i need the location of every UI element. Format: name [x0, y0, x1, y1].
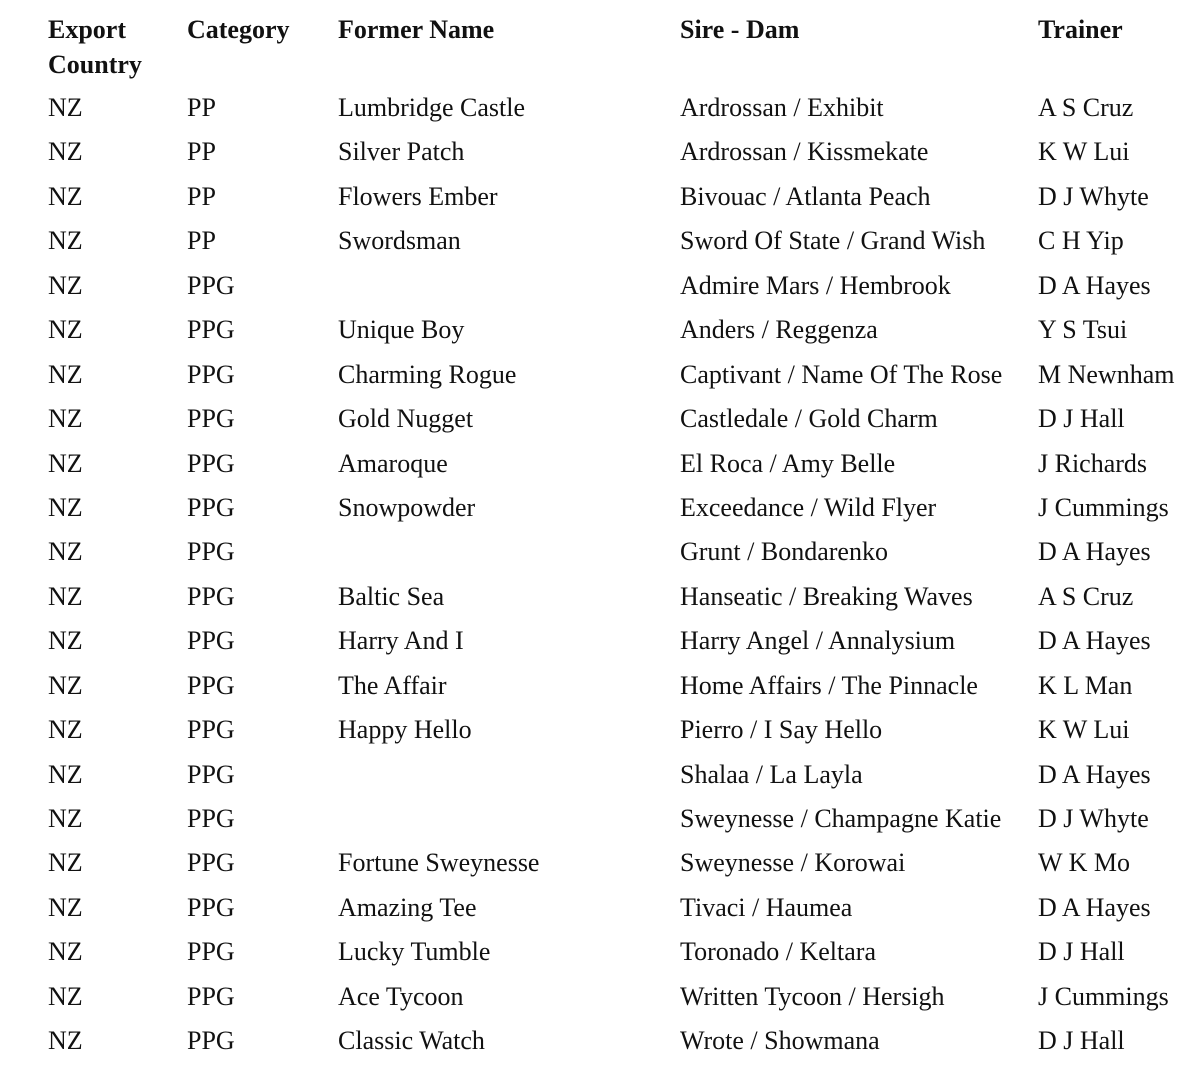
cell-category: PPG	[187, 892, 235, 922]
cell-sire-dam: Ardrossan / Exhibit	[680, 93, 884, 122]
cell-category: PPG	[187, 1026, 235, 1056]
cell-trainer: J Cummings	[1038, 492, 1169, 522]
cell-trainer: D A Hayes	[1038, 270, 1151, 300]
table-row	[0, 708, 1200, 752]
cell-trainer: M Newnham	[1038, 359, 1175, 389]
table-row	[0, 530, 1200, 574]
table-row	[0, 486, 1200, 530]
cell-sire-dam: Pierro / I Say Hello	[680, 715, 883, 745]
cell-former-name: Amaroque	[338, 448, 448, 478]
table-row	[0, 886, 1200, 930]
cell-sire-dam: Grunt / Bondarenko	[680, 537, 888, 567]
cell-export-country: NZ	[48, 670, 83, 700]
cell-sire-dam: Harry Angel / Annalysium	[680, 626, 956, 656]
cell-former-name: Charming Rogue	[338, 359, 517, 389]
table-row	[0, 86, 1200, 130]
cell-export-country: NZ	[48, 226, 83, 256]
cell-sire-dam: Wrote / Showmana	[680, 1026, 880, 1056]
cell-trainer: A S Cruz	[1038, 581, 1134, 611]
cell-trainer: D J Hall	[1038, 1026, 1125, 1056]
table-body	[0, 86, 1200, 1064]
cell-export-country: NZ	[48, 981, 83, 1011]
header-export-country: Export Country	[48, 15, 142, 79]
cell-sire-dam: Anders / Reggenza	[680, 315, 878, 345]
cell-trainer: D A Hayes	[1038, 759, 1151, 789]
cell-former-name: Lucky Tumble	[338, 937, 491, 967]
cell-former-name: Silver Patch	[338, 137, 465, 167]
cell-sire-dam: Written Tycoon / Hersigh	[680, 981, 945, 1011]
cell-export-country: NZ	[48, 804, 83, 833]
cell-sire-dam: Ardrossan / Kissmekate	[680, 137, 929, 167]
cell-trainer: C H Yip	[1038, 226, 1124, 256]
cell-category: PP	[187, 226, 216, 256]
cell-sire-dam: Home Affairs / The Pinnacle	[680, 670, 978, 700]
cell-export-country: NZ	[48, 937, 83, 967]
cell-category: PPG	[187, 492, 235, 522]
cell-export-country: NZ	[48, 270, 83, 300]
cell-sire-dam: El Roca / Amy Belle	[680, 448, 896, 478]
cell-trainer: Y S Tsui	[1038, 315, 1128, 345]
cell-category: PPG	[187, 537, 235, 567]
cell-category: PPG	[187, 937, 235, 967]
cell-export-country: NZ	[48, 181, 83, 211]
cell-export-country: NZ	[48, 715, 83, 745]
table-row	[0, 1019, 1200, 1063]
cell-export-country: NZ	[48, 626, 83, 656]
cell-former-name: Ace Tycoon	[338, 981, 464, 1011]
cell-trainer: D A Hayes	[1038, 537, 1151, 567]
header-trainer: Trainer	[1038, 15, 1123, 44]
cell-trainer: K L Man	[1038, 670, 1133, 700]
header-former-name: Former Name	[338, 15, 495, 44]
cell-export-country: NZ	[48, 892, 83, 922]
table-row	[0, 219, 1200, 263]
cell-export-country: NZ	[48, 492, 83, 522]
table-row	[0, 930, 1200, 974]
cell-sire-dam: Sweynesse / Champagne Katie	[680, 804, 1002, 833]
cell-sire-dam: Exceedance / Wild Flyer	[680, 492, 937, 522]
cell-sire-dam: Toronado / Keltara	[680, 937, 876, 967]
table-row	[0, 841, 1200, 885]
table-row	[0, 130, 1200, 174]
cell-former-name: Swordsman	[338, 226, 461, 256]
cell-trainer: J Cummings	[1038, 981, 1169, 1011]
cell-former-name: Harry And I	[338, 626, 464, 656]
cell-former-name: Snowpowder	[338, 492, 476, 522]
cell-export-country: NZ	[48, 137, 83, 167]
cell-category: PPG	[187, 315, 235, 345]
cell-trainer: D J Hall	[1038, 937, 1125, 967]
cell-export-country: NZ	[48, 448, 83, 478]
cell-sire-dam: Captivant / Name Of The Rose	[680, 359, 1003, 389]
cell-trainer: A S Cruz	[1038, 93, 1134, 122]
cell-category: PPG	[187, 359, 235, 389]
cell-trainer: D J Whyte	[1038, 804, 1149, 833]
cell-export-country: NZ	[48, 359, 83, 389]
table-row	[0, 397, 1200, 441]
cell-export-country: NZ	[48, 404, 83, 434]
cell-former-name: Unique Boy	[338, 315, 465, 345]
cell-category: PPG	[187, 404, 235, 434]
cell-former-name: Happy Hello	[338, 715, 472, 745]
cell-category: PPG	[187, 670, 235, 700]
cell-category: PPG	[187, 270, 235, 300]
cell-sire-dam: Hanseatic / Breaking Waves	[680, 581, 973, 611]
cell-category: PP	[187, 93, 216, 122]
cell-export-country: NZ	[48, 537, 83, 567]
cell-former-name: Lumbridge Castle	[338, 93, 526, 122]
cell-category: PPG	[187, 581, 235, 611]
cell-trainer: W K Mo	[1038, 848, 1130, 878]
table-header-row	[0, 12, 1200, 84]
cell-export-country: NZ	[48, 315, 83, 345]
cell-sire-dam: Sword Of State / Grand Wish	[680, 226, 986, 256]
cell-category: PPG	[187, 626, 235, 656]
cell-sire-dam: Shalaa / La Layla	[680, 759, 863, 789]
cell-sire-dam: Sweynesse / Korowai	[680, 848, 906, 878]
table-row	[0, 797, 1200, 841]
cell-trainer: K W Lui	[1038, 715, 1130, 745]
cell-sire-dam: Tivaci / Haumea	[680, 892, 853, 922]
table-row	[0, 975, 1200, 1019]
cell-trainer: J Richards	[1038, 448, 1148, 478]
table-row	[0, 175, 1200, 219]
cell-former-name: Classic Watch	[338, 1026, 485, 1056]
cell-former-name: Baltic Sea	[338, 581, 445, 611]
cell-export-country: NZ	[48, 1026, 83, 1056]
table-row	[0, 664, 1200, 708]
cell-sire-dam: Castledale / Gold Charm	[680, 404, 938, 434]
cell-trainer: K W Lui	[1038, 137, 1130, 167]
cell-export-country: NZ	[48, 759, 83, 789]
cell-trainer: D A Hayes	[1038, 892, 1151, 922]
table-row	[0, 442, 1200, 486]
cell-category: PPG	[187, 759, 235, 789]
cell-category: PPG	[187, 715, 235, 745]
cell-trainer: D J Whyte	[1038, 181, 1149, 211]
cell-trainer: D J Hall	[1038, 404, 1125, 434]
table-row	[0, 308, 1200, 352]
cell-export-country: NZ	[48, 93, 83, 122]
cell-category: PP	[187, 181, 216, 211]
cell-sire-dam: Admire Mars / Hembrook	[680, 270, 951, 300]
table-row	[0, 619, 1200, 663]
table-row	[0, 264, 1200, 308]
cell-category: PPG	[187, 804, 235, 833]
header-sire-dam: Sire - Dam	[680, 15, 800, 44]
cell-trainer: D A Hayes	[1038, 626, 1151, 656]
cell-category: PP	[187, 137, 216, 167]
table-row	[0, 353, 1200, 397]
cell-former-name: Gold Nugget	[338, 404, 474, 434]
cell-category: PPG	[187, 981, 235, 1011]
table-row	[0, 753, 1200, 797]
cell-sire-dam: Bivouac / Atlanta Peach	[680, 181, 931, 211]
cell-export-country: NZ	[48, 848, 83, 878]
cell-former-name: The Affair	[338, 670, 447, 700]
cell-former-name: Fortune Sweynesse	[338, 848, 540, 878]
cell-export-country: NZ	[48, 581, 83, 611]
header-category: Category	[187, 15, 290, 44]
cell-former-name: Flowers Ember	[338, 181, 498, 211]
table-row	[0, 575, 1200, 619]
cell-category: PPG	[187, 848, 235, 878]
cell-former-name: Amazing Tee	[338, 892, 477, 922]
cell-category: PPG	[187, 448, 235, 478]
